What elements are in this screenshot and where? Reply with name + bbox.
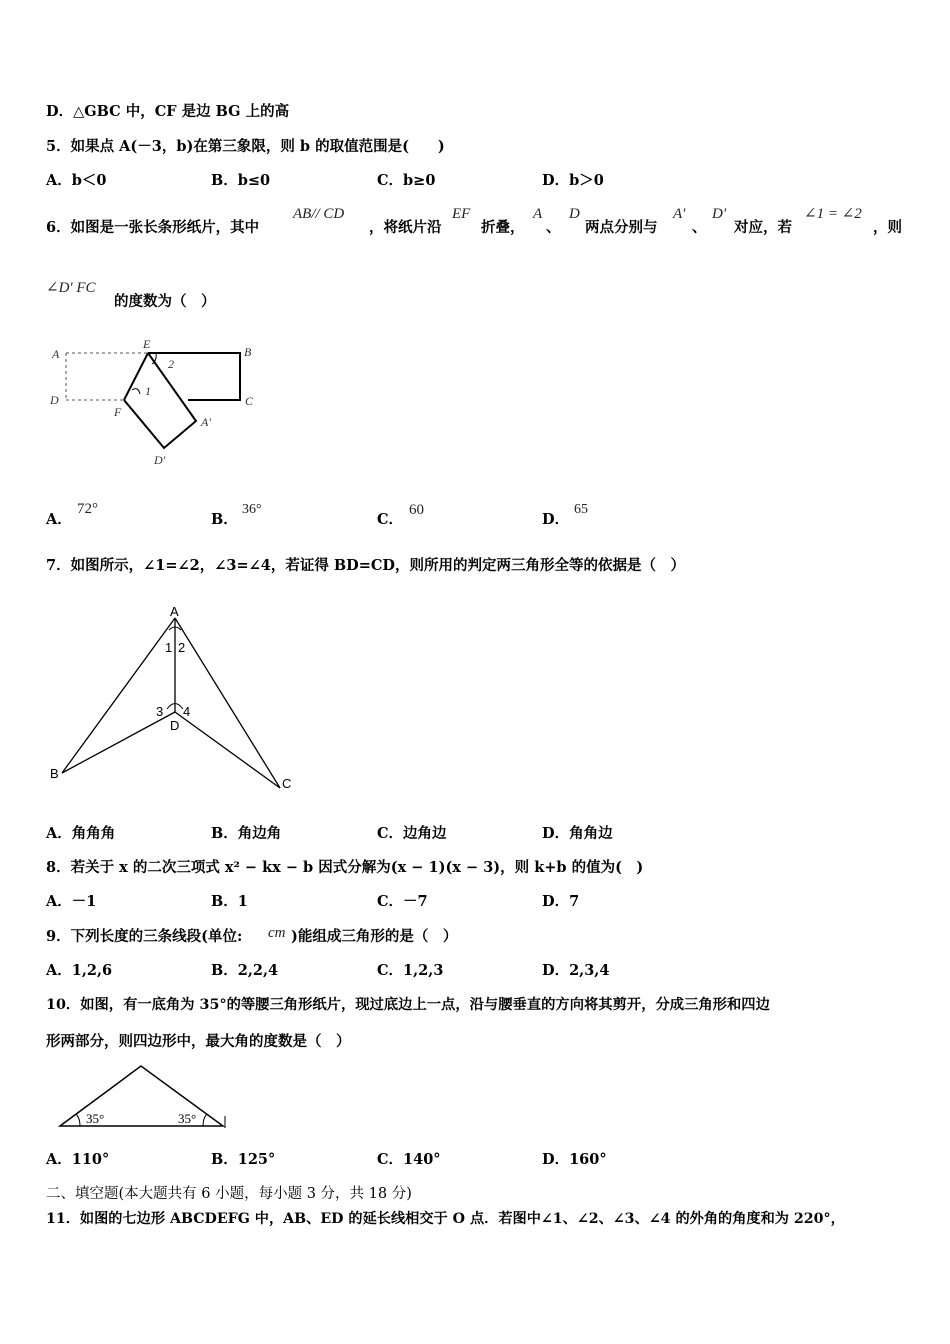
q11-stem: 11．如图的七边形 ABCDEFG 中，AB、ED 的延长线相交于 O 点．若图中∠1、∠2、∠3、∠4 的外角的角度和为 220°， — [46, 1211, 845, 1227]
q6-math-ef: EF — [452, 206, 471, 222]
q10-triangle — [60, 1066, 223, 1126]
q10-option-b: B．125° — [211, 1151, 276, 1168]
q10-option-d: D．160° — [542, 1151, 607, 1168]
section2-heading: 二、填空题(本大题共有 6 小题，每小题 3 分，共 18 分) — [46, 1186, 412, 1202]
q6-math-a-prime: A' — [673, 206, 686, 222]
q10-figure — [58, 1062, 248, 1132]
q6-label-d-prime: D' — [154, 453, 166, 467]
q5-stem: 5．如果点 A(－3，b)在第三象限，则 b 的取值范围是( ) — [46, 138, 445, 155]
q6-option-a-letter: A． — [46, 511, 72, 528]
q6-math-angle: ∠D' FC — [46, 280, 96, 296]
q6-option-d-letter: D． — [542, 511, 570, 528]
q7-label-1: 1 — [165, 640, 173, 655]
q9-math-unit: cm — [268, 925, 286, 941]
q6-option-c-value: 60 — [409, 502, 424, 518]
q6-label-e: E — [143, 337, 151, 351]
q10-left-arc — [76, 1114, 80, 1126]
q9-option-a: A．1,2,6 — [46, 962, 113, 979]
q7-line-bd — [62, 712, 175, 773]
q7-option-c: C．边角边 — [377, 825, 447, 842]
q6-stem-part5: 对应，若 — [734, 219, 792, 236]
q9-option-d: D．2,3,4 — [542, 962, 610, 979]
q6-figure — [44, 338, 264, 468]
q6-math-angle-eq: ∠1 = ∠2 — [804, 206, 862, 222]
q6-option-d-value: 65 — [574, 502, 588, 517]
q6-stem-part1: 6．如图是一张长条形纸片，其中 — [46, 219, 260, 236]
q5-option-b: B．b≤0 — [211, 172, 271, 189]
q7-stem: 7．如图所示，∠1=∠2，∠3=∠4，若证得 BD=CD，则所用的判定两三角形全等的依据是（ ） — [46, 557, 685, 574]
q6-stem-part3: 折叠， — [481, 219, 525, 236]
q5-option-a: A．b＜0 — [46, 172, 107, 189]
q6-angle1-arc — [132, 389, 140, 394]
q6-option-c-letter: C． — [377, 511, 404, 528]
q8-stem: 8．若关于 x 的二次三项式 x² − kx − b 因式分解为(x − 1)(x − 3)，则 k+b 的值为( ) — [46, 859, 644, 876]
q4-option-d: D．△GBC 中，CF 是边 BG 上的高 — [46, 103, 290, 120]
q6-label-d: D — [50, 393, 59, 407]
q6-stem-sep1: 、 — [546, 219, 561, 236]
q7-label-b: B — [50, 766, 59, 781]
q7-figure — [44, 600, 304, 800]
q10-stem-line2: 形两部分，则四边形中，最大角的度数是（ ） — [46, 1033, 351, 1050]
q6-label-a-prime: A' — [201, 415, 211, 429]
q6-math-d: D — [569, 206, 580, 222]
q10-right-arc — [203, 1114, 207, 1126]
q7-label-2: 2 — [178, 640, 186, 655]
q10-label-left-angle: 35° — [86, 1111, 105, 1126]
q6-label-b: B — [244, 345, 252, 359]
q6-label-c: C — [245, 394, 254, 408]
q6-stem-part7: 的度数为（ ） — [114, 293, 216, 310]
q6-folded-part — [124, 353, 196, 448]
q10-label-right-angle: 35° — [178, 1111, 197, 1126]
q7-label-c: C — [282, 776, 292, 791]
q7-option-d: D．角角边 — [542, 825, 613, 842]
q6-label-f: F — [114, 405, 122, 419]
q6-option-a-value: 72° — [77, 501, 98, 517]
q6-stem-sep2: 、 — [692, 219, 707, 236]
q6-stem-part6: ，则 — [873, 219, 902, 236]
q6-option-b-value: 36° — [242, 502, 262, 517]
q8-option-a: A．－1 — [46, 893, 97, 910]
q6-label-2: 2 — [168, 357, 174, 371]
q8-option-d: D．7 — [542, 893, 580, 910]
q9-option-c: C．1,2,3 — [377, 962, 444, 979]
q5-option-d: D．b＞0 — [542, 172, 604, 189]
q6-label-a: A — [52, 347, 60, 361]
q7-option-a: A．角角角 — [46, 825, 116, 842]
q6-math-d-prime: D' — [712, 206, 727, 222]
q7-line-cd — [175, 712, 280, 788]
q7-label-d: D — [170, 718, 180, 733]
q5-option-c: C．b≥0 — [377, 172, 436, 189]
q7-label-4: 4 — [183, 704, 191, 719]
q7-label-3: 3 — [156, 704, 164, 719]
q9-stem-part1: 9．下列长度的三条线段(单位: — [46, 928, 243, 945]
q6-label-1: 1 — [145, 384, 151, 398]
q8-option-c: C．－7 — [377, 893, 428, 910]
q6-math-parallel: AB// CD — [293, 206, 345, 222]
q10-stem-line1: 10．如图，有一底角为 35°的等腰三角形纸片，现过底边上一点，沿与腰垂直的方向将其剪开，分成三角形和四边 — [46, 997, 770, 1013]
q9-option-b: B．2,2,4 — [211, 962, 279, 979]
q10-option-c: C．140° — [377, 1151, 441, 1168]
q8-option-b: B．1 — [211, 893, 248, 910]
q7-line-ab — [62, 618, 175, 773]
q10-option-a: A．110° — [46, 1151, 110, 1168]
q6-math-a: A — [533, 206, 543, 222]
q6-stem-part2: ，将纸片沿 — [369, 219, 442, 236]
q7-label-a: A — [170, 604, 179, 619]
q6-option-b-letter: B． — [211, 511, 238, 528]
q7-line-ac — [175, 618, 280, 788]
q6-stem-part4: 两点分别与 — [585, 219, 658, 236]
q6-strip-right — [148, 353, 240, 400]
q9-stem-part2: )能组成三角形的是（ ） — [291, 928, 458, 945]
q7-option-b: B．角边角 — [211, 825, 282, 842]
